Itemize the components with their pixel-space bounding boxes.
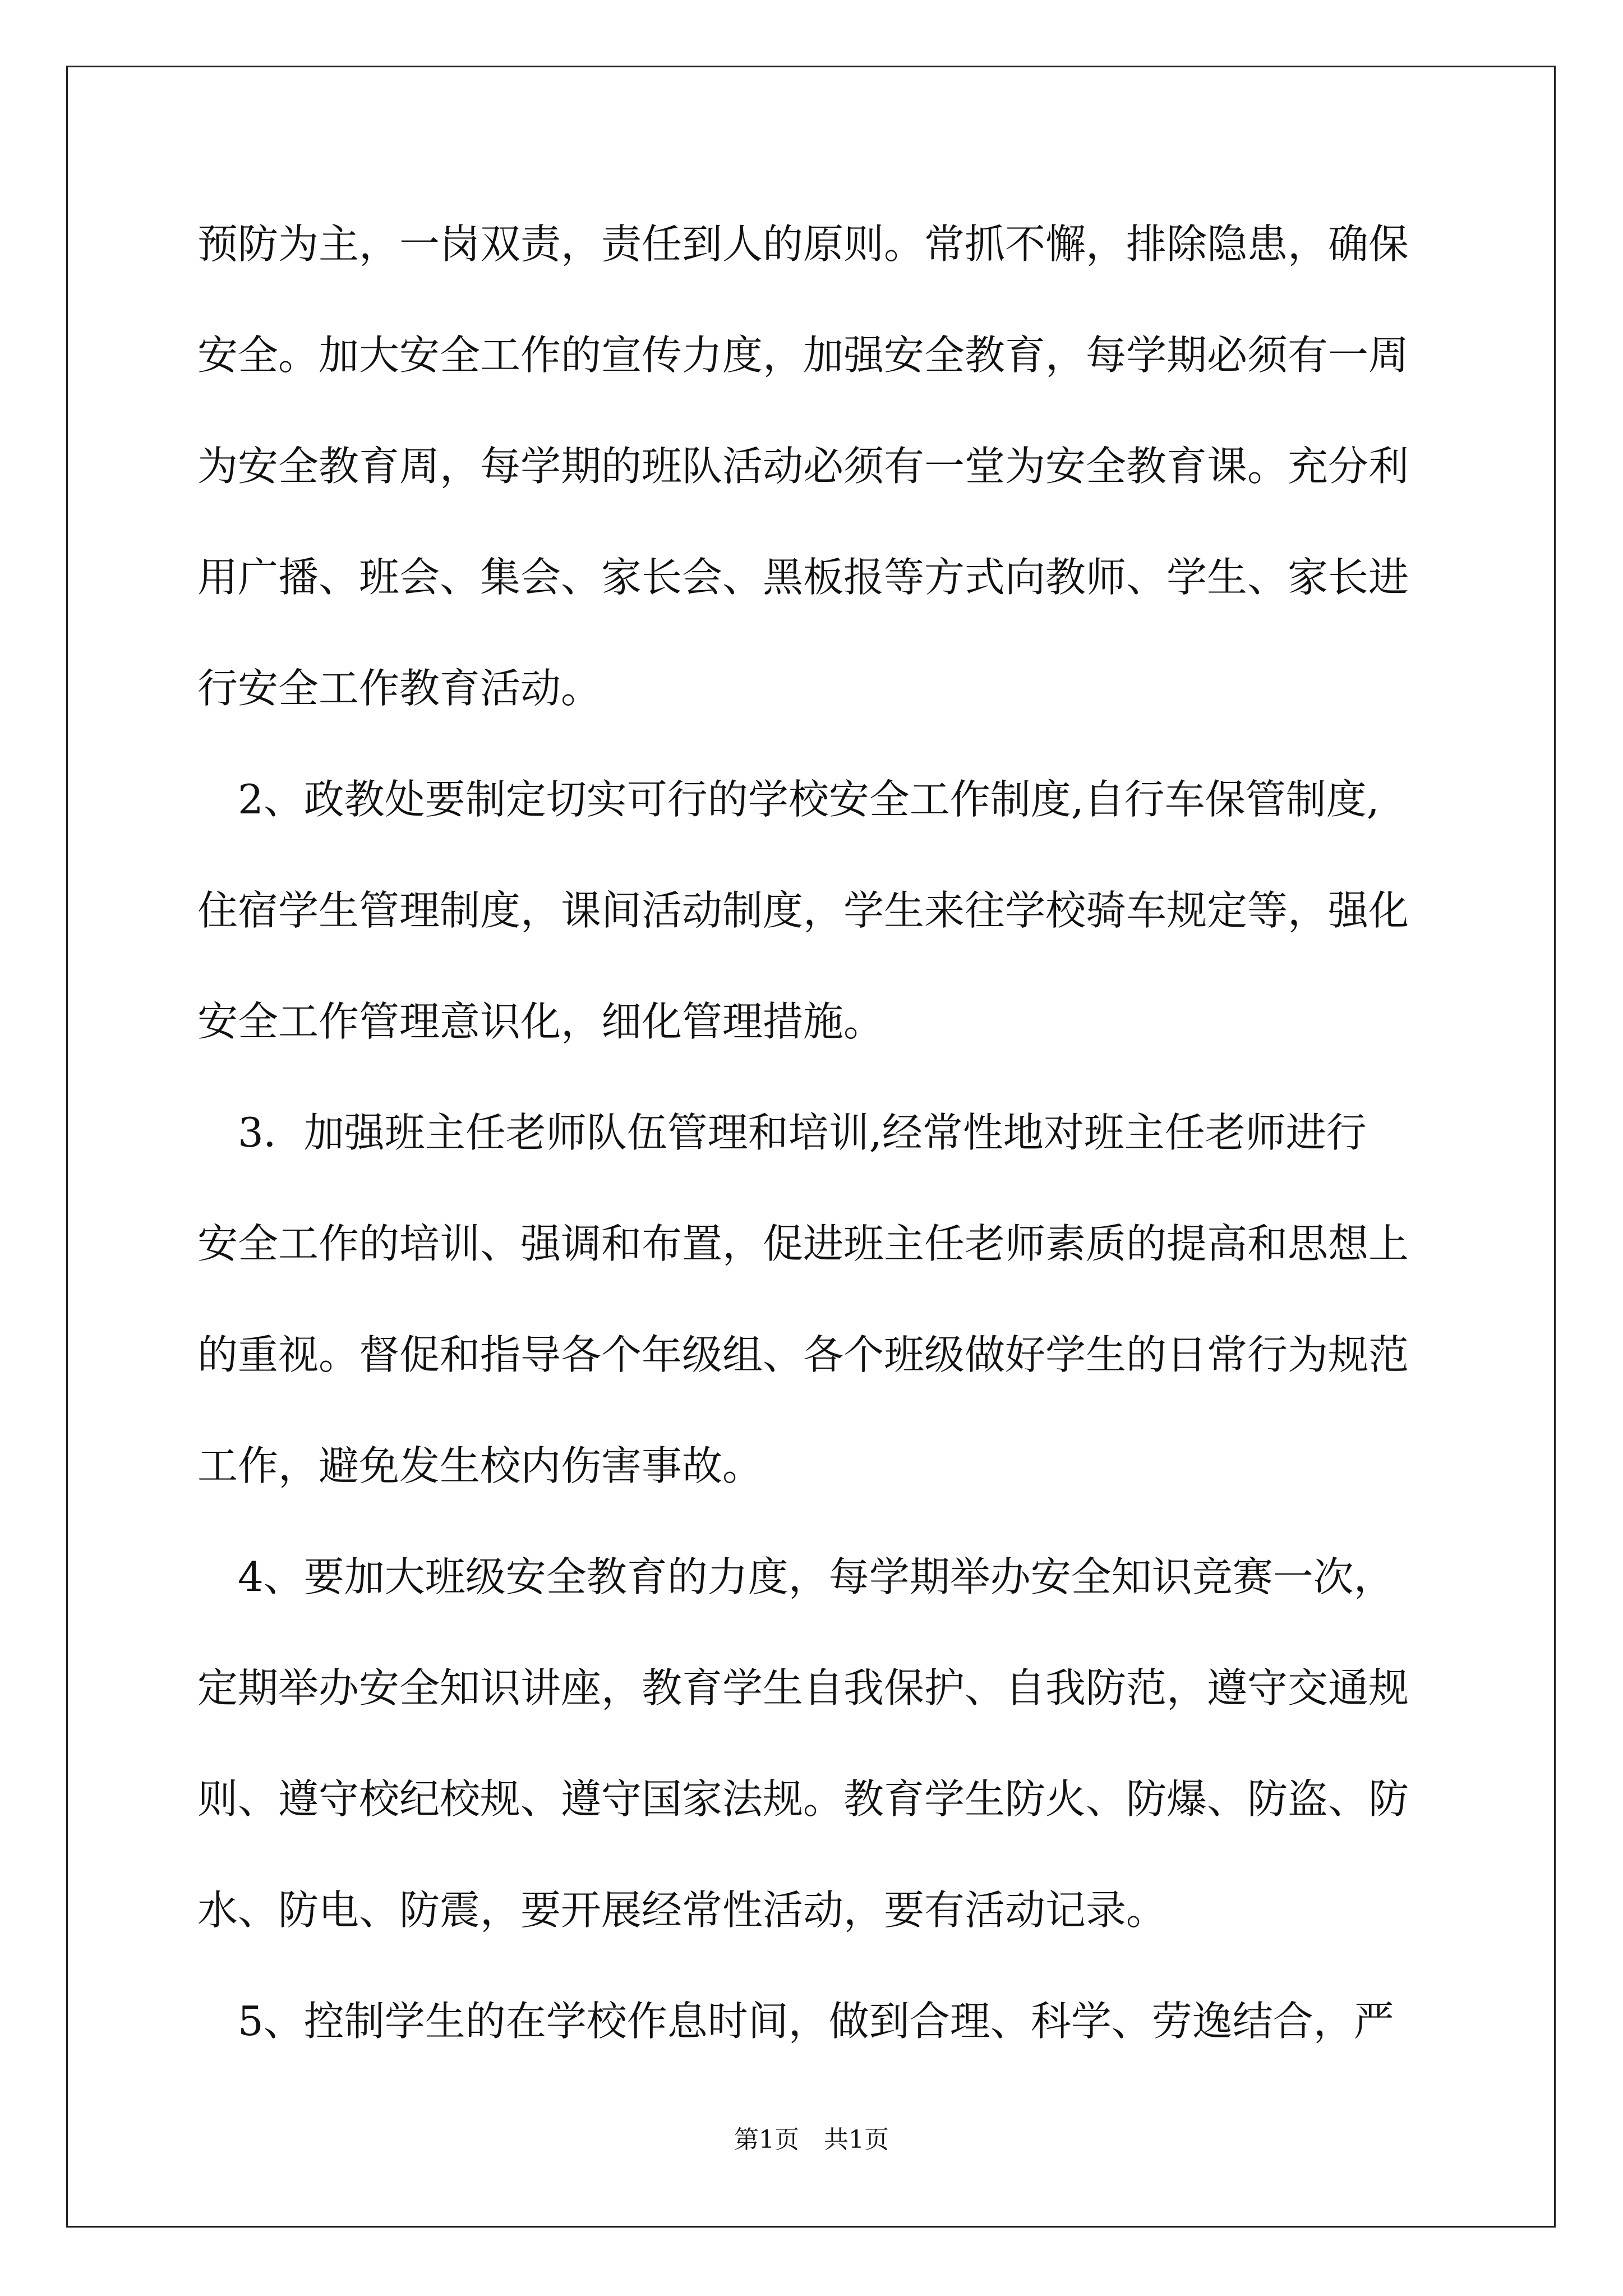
text-line: 用广播、班会、集会、家长会、黑板报等方式向教师、学生、家长进 [197,554,1409,601]
page-number-footer: 第1页 共1页 [734,2125,889,2154]
text-line: 住宿学生管理制度，课间活动制度，学生来往学校骑车规定等，强化 [197,887,1409,934]
text-line: 水、防电、防震，要开展经常性活动，要有活动记录。 [197,1887,1167,1934]
text-line: 安全工作的培训、强调和布置，促进班主任老师素质的提高和思想上 [197,1220,1409,1267]
text-line: 定期举办安全知识讲座，教育学生自我保护、自我防范，遵守交通规 [197,1664,1409,1711]
paragraph-start-line: 4、要加大班级安全教育的力度，每学期举办安全知识竞赛一次， [197,1553,1394,1600]
text-line: 的重视。督促和指导各个年级组、各个班级做好学生的日常行为规范 [197,1331,1409,1378]
text-line: 安全工作管理意识化，细化管理措施。 [197,998,884,1045]
paragraph-start-line: 2、政教处要制定切实可行的学校安全工作制度,自行车保管制度, [197,776,1380,823]
text-line: 为安全教育周，每学期的班队活动必须有一堂为安全教育课。充分利 [197,443,1409,490]
text-line: 安全。加大安全工作的宣传力度，加强安全教育，每学期必须有一周 [197,332,1409,379]
text-line: 行安全工作教育活动。 [197,665,602,712]
paragraph-start-line: 3．加强班主任老师队伍管理和培训,经常性地对班主任老师进行 [197,1109,1367,1156]
paragraph-start-line: 5、控制学生的在学校作息时间，做到合理、科学、劳逸结合，严 [197,1998,1394,2045]
text-line: 则、遵守校纪校规、遵守国家法规。教育学生防火、防爆、防盗、防 [197,1775,1409,1823]
text-line: 预防为主，一岗双责，责任到人的原则。常抓不懈，排除隐患，确保 [197,220,1409,268]
text-line: 工作，避免发生校内伤害事故。 [197,1442,763,1489]
